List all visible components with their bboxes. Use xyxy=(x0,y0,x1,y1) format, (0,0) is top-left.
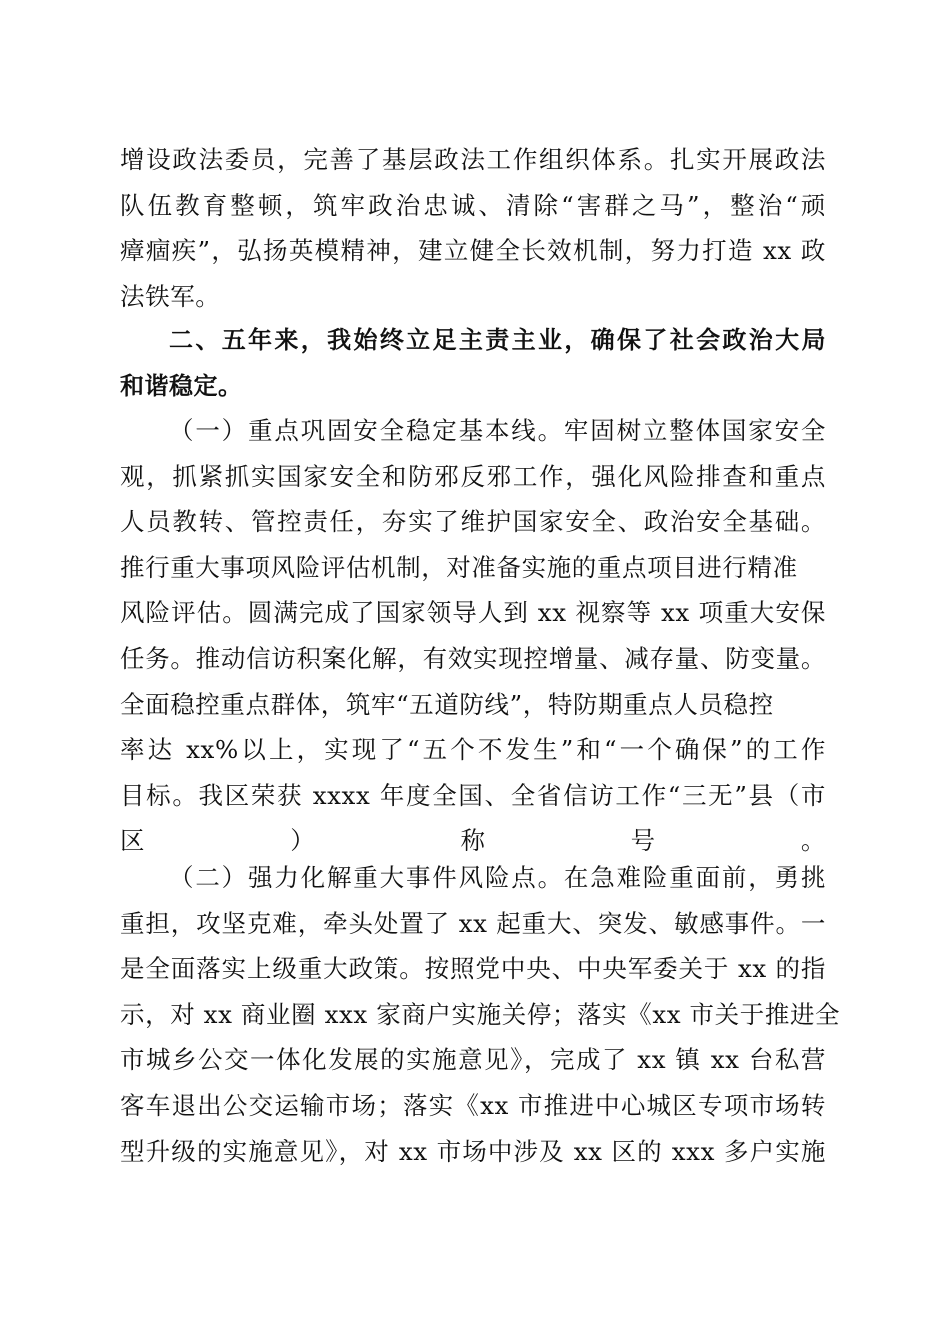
text-line: 区）称号。 xyxy=(120,826,826,856)
text-line: 市城乡公交一体化发展的实施意见》，完成了 xx 镇 xx 台私营 xyxy=(120,1045,826,1075)
subsection-title-line: （二）强力化解重大事件风险点。在急难险重面前，勇挑 xyxy=(169,863,826,892)
text-line: 率达 xx%以上，实现了“五个不发生”和“一个确保”的工作 xyxy=(120,735,826,765)
heading-line: 二、五年来，我始终立足主责主业，确保了社会政治大局 xyxy=(169,326,826,354)
text-line: 增设政法委员，完善了基层政法工作组织体系。扎实开展政法 xyxy=(120,145,826,174)
text-line: 法铁军。 xyxy=(120,281,221,311)
section-heading xyxy=(120,318,826,409)
subsection-title-line: （一）重点巩固安全稳定基本线。牢固树立整体国家安全 xyxy=(169,416,826,445)
text-line: 观，抓紧抓实国家安全和防邪反邪工作，强化风险排查和重点 xyxy=(120,461,826,491)
text-line: 是全面落实上级重大政策。按照党中央、中央军委关于 xx 的指 xyxy=(120,954,826,984)
text-line: 重担，攻坚克难，牵头处置了 xx 起重大、突发、敏感事件。一 xyxy=(120,908,826,938)
text-line: 示，对 xx 商业圈 xxx 家商户实施关停；落实《xx 市关于推进全 xyxy=(120,999,841,1029)
text-line: 瘴痼疾”，弘扬英模精神，建立健全长效机制，努力打造 xx 政 xyxy=(120,236,826,266)
text-line: 全面稳控重点群体，筑牢“五道防线”，特防期重点人员稳控 xyxy=(120,689,774,719)
text-line: 人员教转、管控责任，夯实了维护国家安全、政治安全基础。 xyxy=(120,507,826,537)
paragraph-continuation xyxy=(120,137,826,319)
text-line: 队伍教育整顿，筑牢政治忠诚、清除“害群之马”，整治“顽 xyxy=(120,190,826,220)
text-line: 目标。我区荣获 xxxx 年度全国、全省信访工作“三无”县（市 xyxy=(120,780,826,810)
subsection-2 xyxy=(120,855,841,1174)
text-line: 风险评估。圆满完成了国家领导人到 xx 视察等 xx 项重大安保 xyxy=(120,598,826,628)
heading-line: 和谐稳定。 xyxy=(120,371,243,400)
text-line: 型升级的实施意见》，对 xx 市场中涉及 xx 区的 xxx 多户实施 xyxy=(120,1136,826,1166)
subsection-1 xyxy=(120,408,826,864)
text-line: 推行重大事项风险评估机制，对准备实施的重点项目进行精准 xyxy=(120,552,798,582)
text-line: 任务。推动信访积案化解，有效实现控增量、减存量、防变量。 xyxy=(120,643,826,673)
text-line: 客车退出公交运输市场；落实《xx 市推进中心城区专项市场转 xyxy=(120,1090,826,1120)
